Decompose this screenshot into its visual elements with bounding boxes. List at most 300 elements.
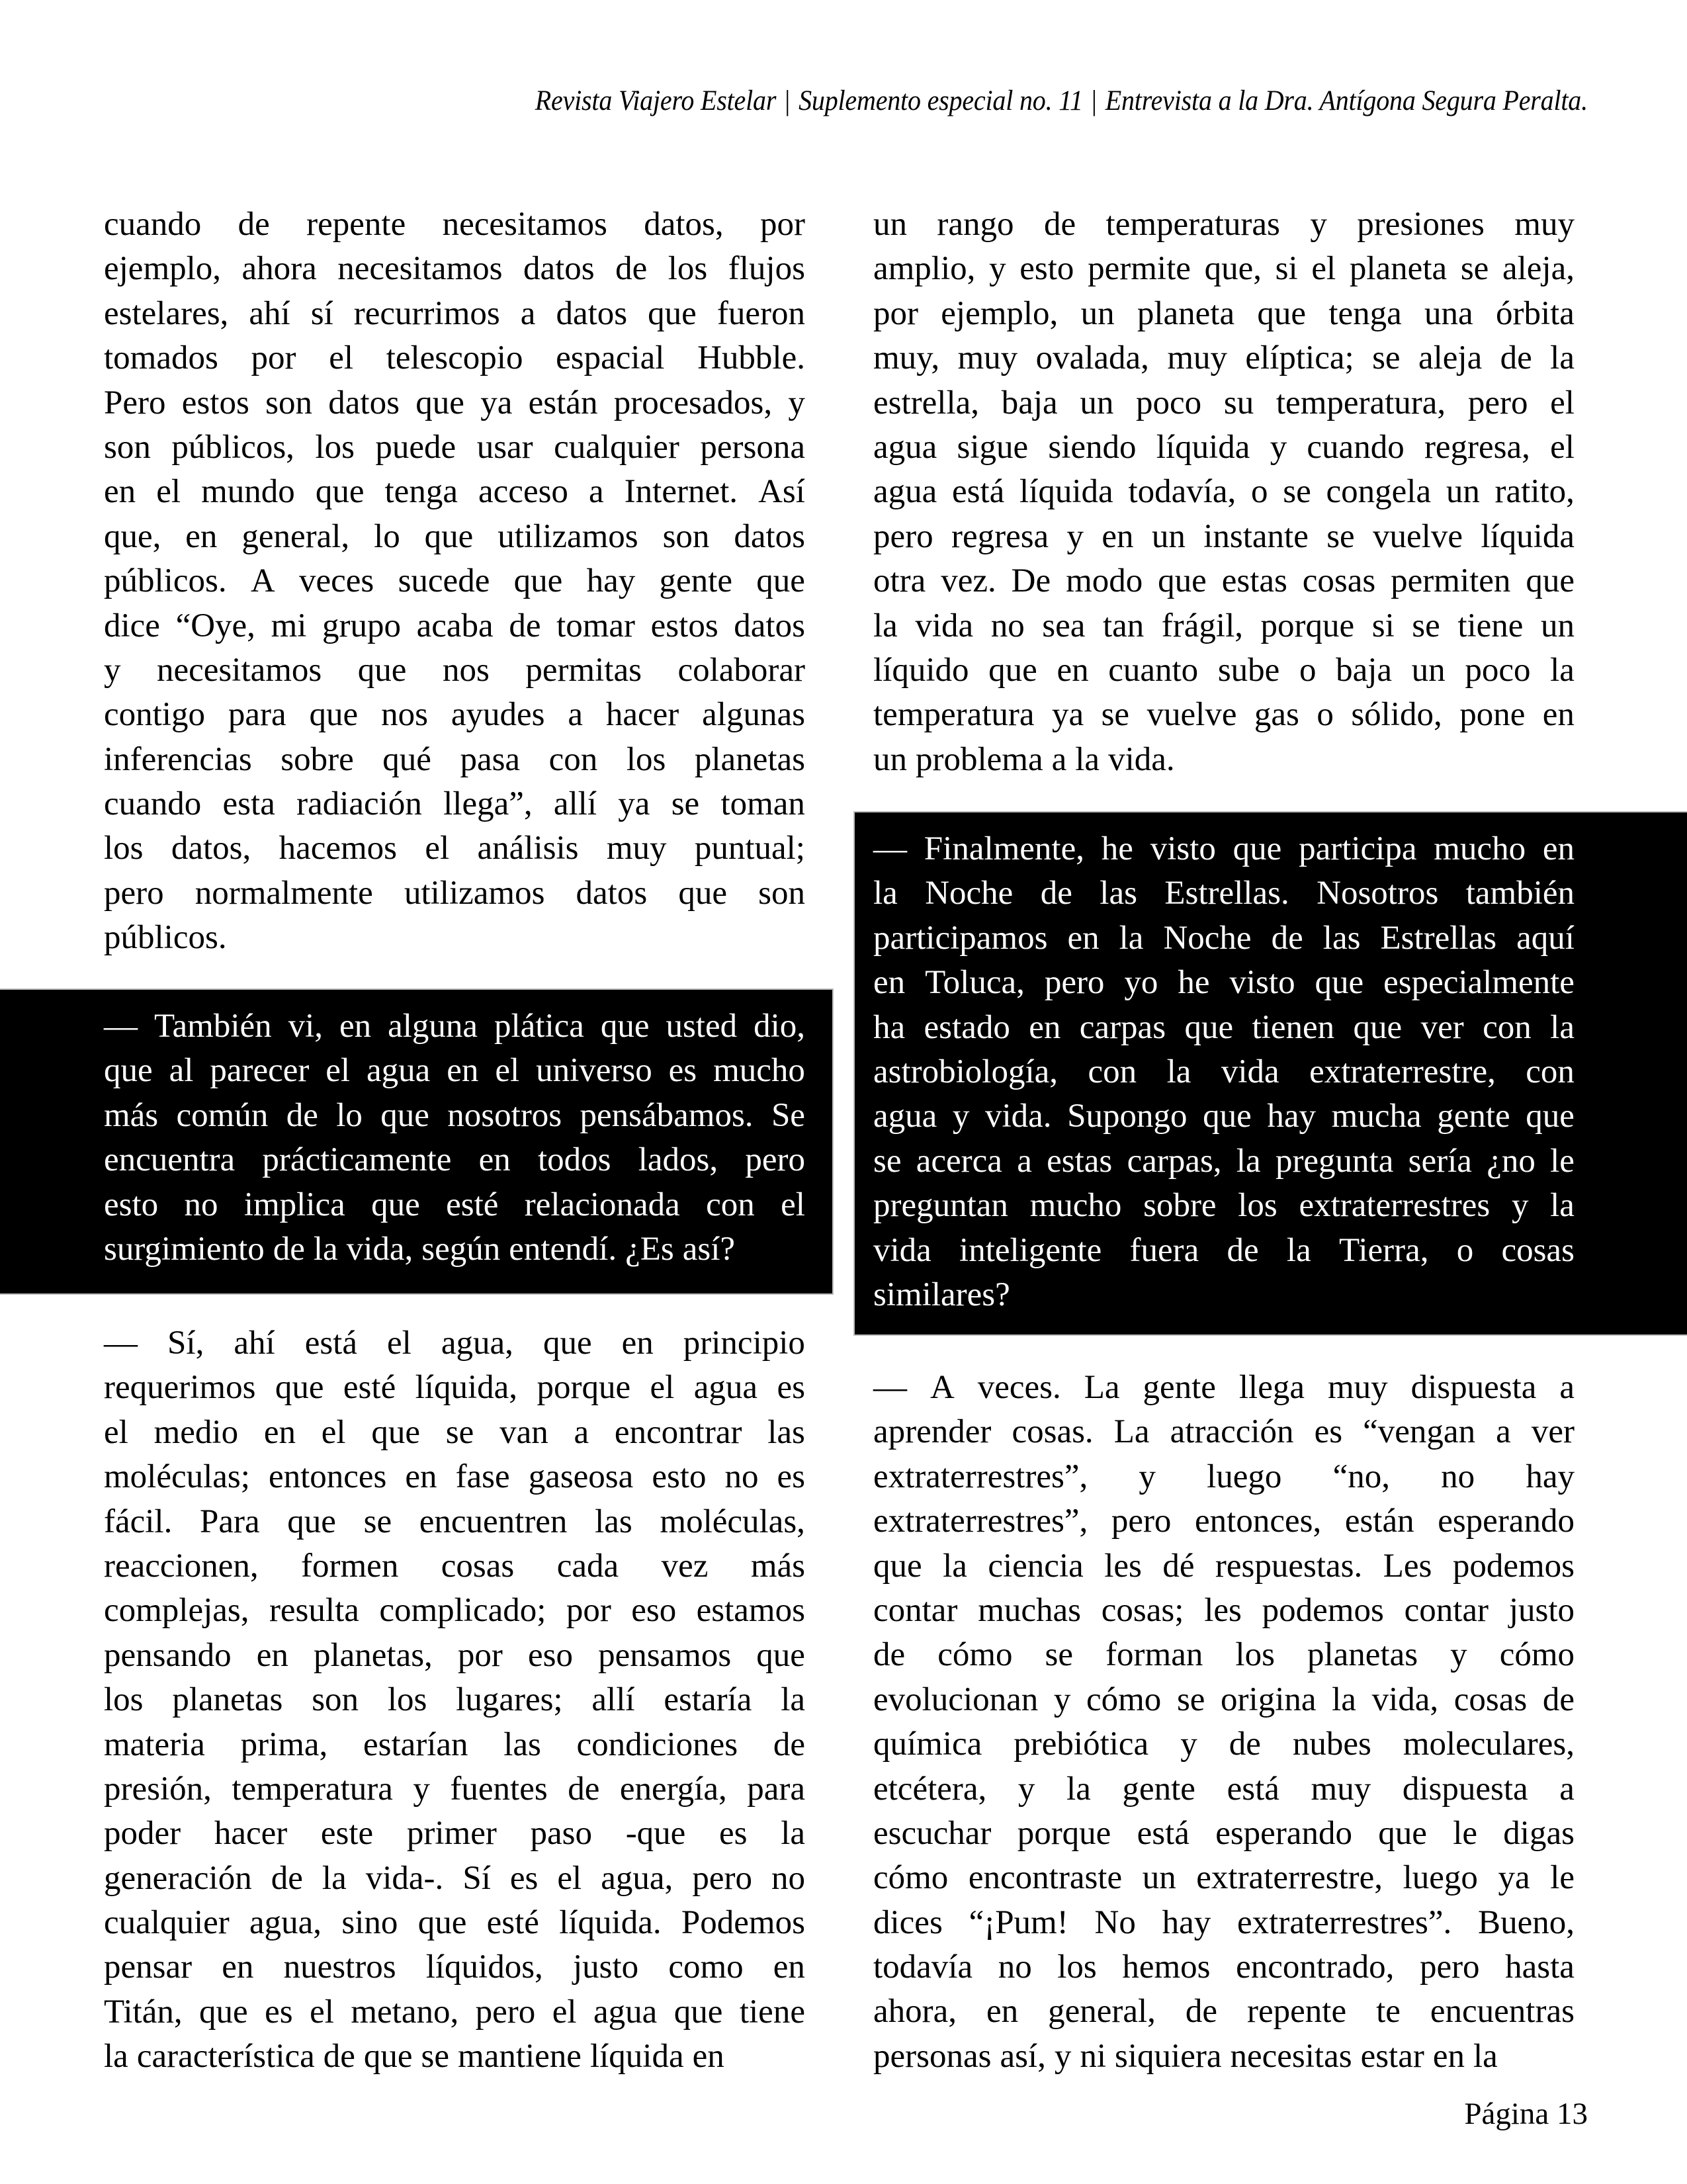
text-line <box>104 916 805 960</box>
word: de <box>1542 1681 1575 1718</box>
word: que <box>1353 1008 1403 1046</box>
word: nosotros <box>447 1096 562 1134</box>
word: todavía <box>873 1948 973 1986</box>
word: o <box>1317 696 1334 734</box>
word: en <box>692 2038 724 2075</box>
word: sí <box>310 294 333 332</box>
text-line <box>104 1004 805 1049</box>
word: sobre <box>281 740 354 778</box>
header-separator: | <box>785 85 791 116</box>
word: el <box>156 473 181 511</box>
word: Internet. <box>624 473 738 511</box>
word: vida-. <box>365 1859 444 1897</box>
word: lo <box>336 1096 363 1134</box>
word: te <box>1376 1993 1401 2031</box>
word: Estrellas <box>1380 919 1497 957</box>
word: a <box>589 473 604 511</box>
word: ovalada, <box>1035 339 1149 377</box>
word: hacemos <box>279 830 398 867</box>
word: los <box>104 1681 144 1719</box>
word: su <box>1223 384 1254 421</box>
word: que <box>371 1186 420 1223</box>
word: agua, <box>441 1325 513 1362</box>
word: la <box>943 1547 967 1585</box>
text-line <box>104 1634 805 1678</box>
word: que <box>104 1052 153 1090</box>
word: una <box>1424 294 1473 332</box>
text-line <box>104 1411 805 1455</box>
word: un <box>1541 607 1575 644</box>
word: por <box>457 1636 503 1674</box>
word: datos, <box>171 830 251 867</box>
word: aprender <box>873 1413 992 1451</box>
word: en <box>773 1948 805 1986</box>
word: hay <box>1526 1458 1575 1495</box>
word: vida. <box>1108 740 1175 778</box>
word: es <box>668 1052 697 1090</box>
word: un <box>1080 294 1115 332</box>
word: la <box>1550 1008 1575 1046</box>
left-answer <box>104 1321 805 2079</box>
word: vida, <box>1371 1681 1439 1718</box>
word: los <box>668 250 708 288</box>
word: estarían <box>363 1725 468 1763</box>
word: de <box>273 1230 305 1268</box>
word: a <box>520 294 536 332</box>
word: según <box>421 1230 501 1268</box>
word: A <box>250 562 275 600</box>
word: he <box>1178 964 1210 1002</box>
word: “no, <box>1332 1458 1390 1495</box>
word: No <box>1094 1903 1136 1941</box>
word: muy <box>957 339 1018 377</box>
word: ver <box>1420 1008 1464 1046</box>
word: a <box>1559 1770 1575 1808</box>
word: esto <box>652 1458 707 1496</box>
word: son <box>104 428 151 466</box>
word: como <box>668 1948 744 1986</box>
word: principio <box>683 1325 805 1362</box>
word: resulta <box>269 1592 359 1630</box>
word: líquido <box>873 651 969 689</box>
word: también <box>1465 875 1575 912</box>
word: que <box>275 1369 324 1407</box>
word: que <box>315 473 365 511</box>
word: ya <box>1051 696 1084 734</box>
text-line <box>873 1812 1575 1856</box>
word: “vengan <box>1363 1413 1476 1451</box>
word: La <box>1084 1369 1120 1406</box>
word: presiones <box>1357 206 1485 243</box>
word: parecer <box>210 1052 310 1090</box>
word: encontraste <box>968 1859 1123 1897</box>
word: primer <box>406 1815 497 1853</box>
word: — <box>873 1369 907 1406</box>
word: gente <box>1143 1369 1216 1406</box>
word: no <box>990 607 1025 644</box>
word: poder <box>104 1815 181 1853</box>
word: que <box>424 517 474 555</box>
word: gente <box>659 562 732 600</box>
text-line <box>104 648 805 693</box>
word: el <box>387 1325 411 1362</box>
word: — <box>873 830 907 867</box>
word: necesitamos <box>442 206 607 243</box>
running-header <box>535 85 1588 117</box>
word: grupo <box>322 607 402 644</box>
word: dispuesta <box>1402 1770 1528 1808</box>
word: planetas <box>694 740 805 778</box>
word: gente <box>1437 1098 1510 1135</box>
word: muy <box>1311 1770 1371 1808</box>
word: mucha <box>1331 1098 1422 1135</box>
word: tiene <box>739 1993 805 2031</box>
word: mantiene <box>458 2038 582 2075</box>
word: que <box>648 294 697 332</box>
word: en <box>185 517 218 555</box>
word: y <box>1450 1636 1467 1674</box>
text-line <box>873 1273 1575 1317</box>
word: que <box>1526 562 1575 600</box>
word: encuentras <box>1430 1993 1575 2031</box>
text-line <box>873 1229 1575 1273</box>
word: a <box>1017 1142 1032 1180</box>
word: un <box>873 740 907 778</box>
word: está <box>1227 1770 1279 1808</box>
text-line <box>104 515 805 559</box>
word: es <box>719 1815 748 1853</box>
word: que <box>380 1096 429 1134</box>
word: en <box>621 1325 654 1362</box>
word: encuentra <box>104 1141 236 1179</box>
word: ayudes <box>451 696 545 734</box>
word: le <box>1550 1142 1575 1180</box>
word: un <box>873 206 907 243</box>
text-line <box>873 202 1575 247</box>
word: a <box>1051 740 1067 778</box>
text-line <box>104 381 805 425</box>
word: si <box>1275 250 1298 288</box>
word: nubes <box>1292 1725 1371 1763</box>
word: Sí, <box>167 1325 204 1362</box>
word: que <box>417 1904 467 1942</box>
word: Estrellas. <box>1164 875 1289 912</box>
text-line <box>104 1049 805 1093</box>
word: contar <box>873 1591 958 1629</box>
word: todos <box>537 1141 611 1179</box>
text-line <box>873 1678 1575 1722</box>
text-line <box>873 2034 1575 2079</box>
word: fácil. <box>104 1503 173 1540</box>
text-line <box>104 1455 805 1499</box>
word: al <box>169 1052 194 1090</box>
word: esté <box>343 1369 396 1407</box>
word: líquida <box>1481 517 1575 555</box>
word: un <box>1411 651 1446 689</box>
word: complicado; <box>379 1592 546 1630</box>
word: relacionada <box>524 1186 680 1223</box>
word: que <box>415 384 464 421</box>
word: otra <box>873 562 926 600</box>
word: necesitas <box>1230 2037 1352 2075</box>
word: vida. <box>985 1098 1052 1135</box>
word: pensando <box>104 1636 232 1674</box>
word: podemos <box>1452 1547 1575 1585</box>
word: repente <box>306 206 406 243</box>
word: ya <box>618 785 650 823</box>
word: por <box>873 294 918 332</box>
word: agua <box>367 1052 431 1090</box>
word: formen <box>301 1547 399 1585</box>
word: justo <box>1508 1591 1575 1629</box>
word: astrobiología, <box>873 1053 1059 1090</box>
word: de <box>323 2038 355 2075</box>
word: que <box>199 1993 248 2031</box>
word: vuelve <box>1146 696 1237 734</box>
word: hay <box>1162 1903 1211 1941</box>
word: allí <box>591 1681 635 1719</box>
word: Se <box>771 1096 805 1134</box>
word: fuera <box>1129 1231 1199 1269</box>
word: que, <box>104 517 161 555</box>
word: que, <box>1204 250 1262 288</box>
word: se <box>873 1142 902 1180</box>
word: son <box>312 1681 359 1719</box>
word: contar <box>1404 1591 1489 1629</box>
word: están <box>1344 1503 1414 1540</box>
word: preguntan <box>873 1187 1008 1225</box>
word: plática <box>494 1008 584 1045</box>
word: cuanto <box>1108 651 1199 689</box>
text-line <box>873 515 1575 559</box>
word: la <box>1119 919 1144 957</box>
word: cosas. <box>1012 1413 1094 1451</box>
text-line <box>873 1989 1575 2034</box>
word: públicos, <box>171 428 294 466</box>
text-line <box>873 1722 1575 1767</box>
word: y <box>104 651 121 689</box>
word: que <box>371 1413 421 1451</box>
word: la <box>1473 2037 1498 2075</box>
word: el <box>650 1369 675 1407</box>
word: ejemplo, <box>941 294 1059 332</box>
text-line <box>873 1945 1575 1989</box>
word: cosas <box>1302 562 1376 600</box>
word: más <box>104 1096 159 1134</box>
word: ahora, <box>873 1993 957 2031</box>
word: a <box>574 1413 589 1451</box>
word: energía, <box>619 1770 727 1808</box>
word: la <box>781 1681 805 1719</box>
word: son <box>662 517 710 555</box>
word: que <box>873 1547 922 1585</box>
word: inferencias <box>104 740 252 778</box>
word: se <box>363 1503 392 1540</box>
word: de <box>1271 919 1303 957</box>
word: temperatura <box>873 696 1035 734</box>
text-line <box>873 1544 1575 1589</box>
right-answer-continued <box>873 202 1575 782</box>
word: a <box>1559 1369 1575 1406</box>
word: luego <box>1207 1458 1282 1495</box>
word: líquida, <box>415 1369 518 1407</box>
text-line <box>104 1366 805 1410</box>
word: en <box>405 1458 437 1496</box>
word: permitas <box>525 651 642 689</box>
word: el <box>781 1186 805 1223</box>
word: agua, <box>601 1859 673 1897</box>
word: estamos <box>696 1592 805 1630</box>
word: en <box>104 473 136 511</box>
text-line <box>873 604 1575 648</box>
word: que <box>1158 562 1207 600</box>
word: Titán, <box>104 1993 183 2031</box>
text-line <box>104 559 805 603</box>
word: pensamos <box>598 1636 732 1674</box>
word: esperando <box>1438 1503 1575 1540</box>
word: hay <box>586 562 636 600</box>
word: y <box>788 384 805 421</box>
word: y <box>1139 1458 1156 1495</box>
word: para <box>228 696 286 734</box>
word: Noche <box>1163 919 1252 957</box>
word: presión, <box>104 1770 212 1808</box>
word: esté <box>446 1186 499 1223</box>
word: Tierra, <box>1338 1231 1429 1269</box>
word: baja <box>1336 651 1393 689</box>
word: los <box>387 1681 427 1719</box>
word: — <box>104 1325 138 1362</box>
word: aleja <box>1418 339 1483 377</box>
text-line <box>104 2034 805 2079</box>
word: es <box>777 1458 805 1496</box>
word: son <box>265 384 312 421</box>
word: rango <box>937 206 1014 243</box>
word: se <box>1326 517 1355 555</box>
word: permiten <box>1391 562 1511 600</box>
word: datos <box>523 250 595 288</box>
word: datos <box>556 294 628 332</box>
word: que <box>1184 1008 1234 1046</box>
word: el <box>104 1413 128 1451</box>
text-line <box>873 470 1575 514</box>
word: en <box>339 1008 372 1045</box>
word: nos <box>442 651 490 689</box>
word: complejas, <box>104 1592 249 1630</box>
word: esto <box>1019 250 1074 288</box>
text-line <box>873 961 1575 1005</box>
word: pregunta <box>1275 1142 1394 1180</box>
word: -que <box>625 1815 686 1853</box>
text-line <box>873 648 1575 693</box>
word: ahí <box>249 294 290 332</box>
word: es <box>777 1369 805 1407</box>
word: de <box>1043 206 1076 243</box>
word: forman <box>1105 1636 1203 1674</box>
text-line <box>873 1499 1575 1544</box>
word: la <box>1166 1053 1191 1090</box>
word: líquida <box>589 2038 684 2075</box>
word: pensar <box>104 1948 193 1986</box>
word: pasa <box>460 740 521 778</box>
text-line <box>873 1455 1575 1499</box>
word: A <box>930 1369 955 1406</box>
word: veces <box>299 562 374 600</box>
word: las <box>595 1503 632 1540</box>
word: esta <box>222 785 275 823</box>
word: no <box>998 1948 1032 1986</box>
word: que <box>363 2038 413 2075</box>
word: se <box>1412 607 1440 644</box>
word: temperatura, <box>1276 384 1446 421</box>
word: vida <box>915 607 974 644</box>
word: ¿no <box>1487 1142 1536 1180</box>
text-line <box>104 1589 805 1633</box>
word: y <box>1017 1770 1035 1808</box>
word: un <box>1446 473 1480 511</box>
word: con <box>1088 1053 1137 1090</box>
word: un <box>1151 517 1186 555</box>
text-line <box>104 425 805 470</box>
word: estrella, <box>873 384 979 421</box>
word: carpas, <box>1127 1142 1222 1180</box>
word: un <box>1142 1859 1176 1897</box>
word: alguna <box>388 1008 478 1045</box>
word: que <box>1233 830 1282 867</box>
word: acaba <box>416 607 494 644</box>
word: cosas <box>1453 1681 1528 1718</box>
word: análisis <box>477 830 579 867</box>
word: este <box>320 1815 374 1853</box>
word: que <box>309 696 359 734</box>
word: planeta <box>1349 250 1448 288</box>
word: datos <box>328 384 400 421</box>
word: origina <box>1221 1681 1317 1718</box>
word: he <box>1101 830 1133 867</box>
word: se <box>421 2038 450 2075</box>
word: medio <box>153 1413 239 1451</box>
word: las <box>767 1413 805 1451</box>
text-line <box>104 1227 805 1272</box>
text-line <box>104 292 805 336</box>
text-line <box>873 559 1575 603</box>
word: colaborar <box>677 651 805 689</box>
text-line <box>104 470 805 514</box>
word: generación <box>104 1859 252 1897</box>
word: les <box>1204 1591 1242 1629</box>
word: usted <box>666 1008 738 1045</box>
word: cosas; <box>1101 1591 1184 1629</box>
text-line <box>873 425 1575 470</box>
word: fueron <box>716 294 805 332</box>
word: pero <box>692 1859 752 1897</box>
word: las <box>1322 919 1361 957</box>
word: digas <box>1503 1814 1575 1852</box>
word: tienen <box>1252 1008 1335 1046</box>
word: etcétera, <box>873 1770 987 1808</box>
word: general, <box>241 517 350 555</box>
word: llega”, <box>443 785 533 823</box>
word: visto <box>1229 964 1295 1002</box>
word: extraterrestre, <box>1309 1053 1496 1090</box>
word: que <box>287 1503 336 1540</box>
word: planetas <box>1307 1636 1418 1674</box>
word: agua <box>873 428 937 466</box>
word: — <box>104 1008 138 1045</box>
word: la <box>1332 1681 1356 1718</box>
word: los <box>626 740 666 778</box>
word: prima, <box>240 1725 328 1763</box>
